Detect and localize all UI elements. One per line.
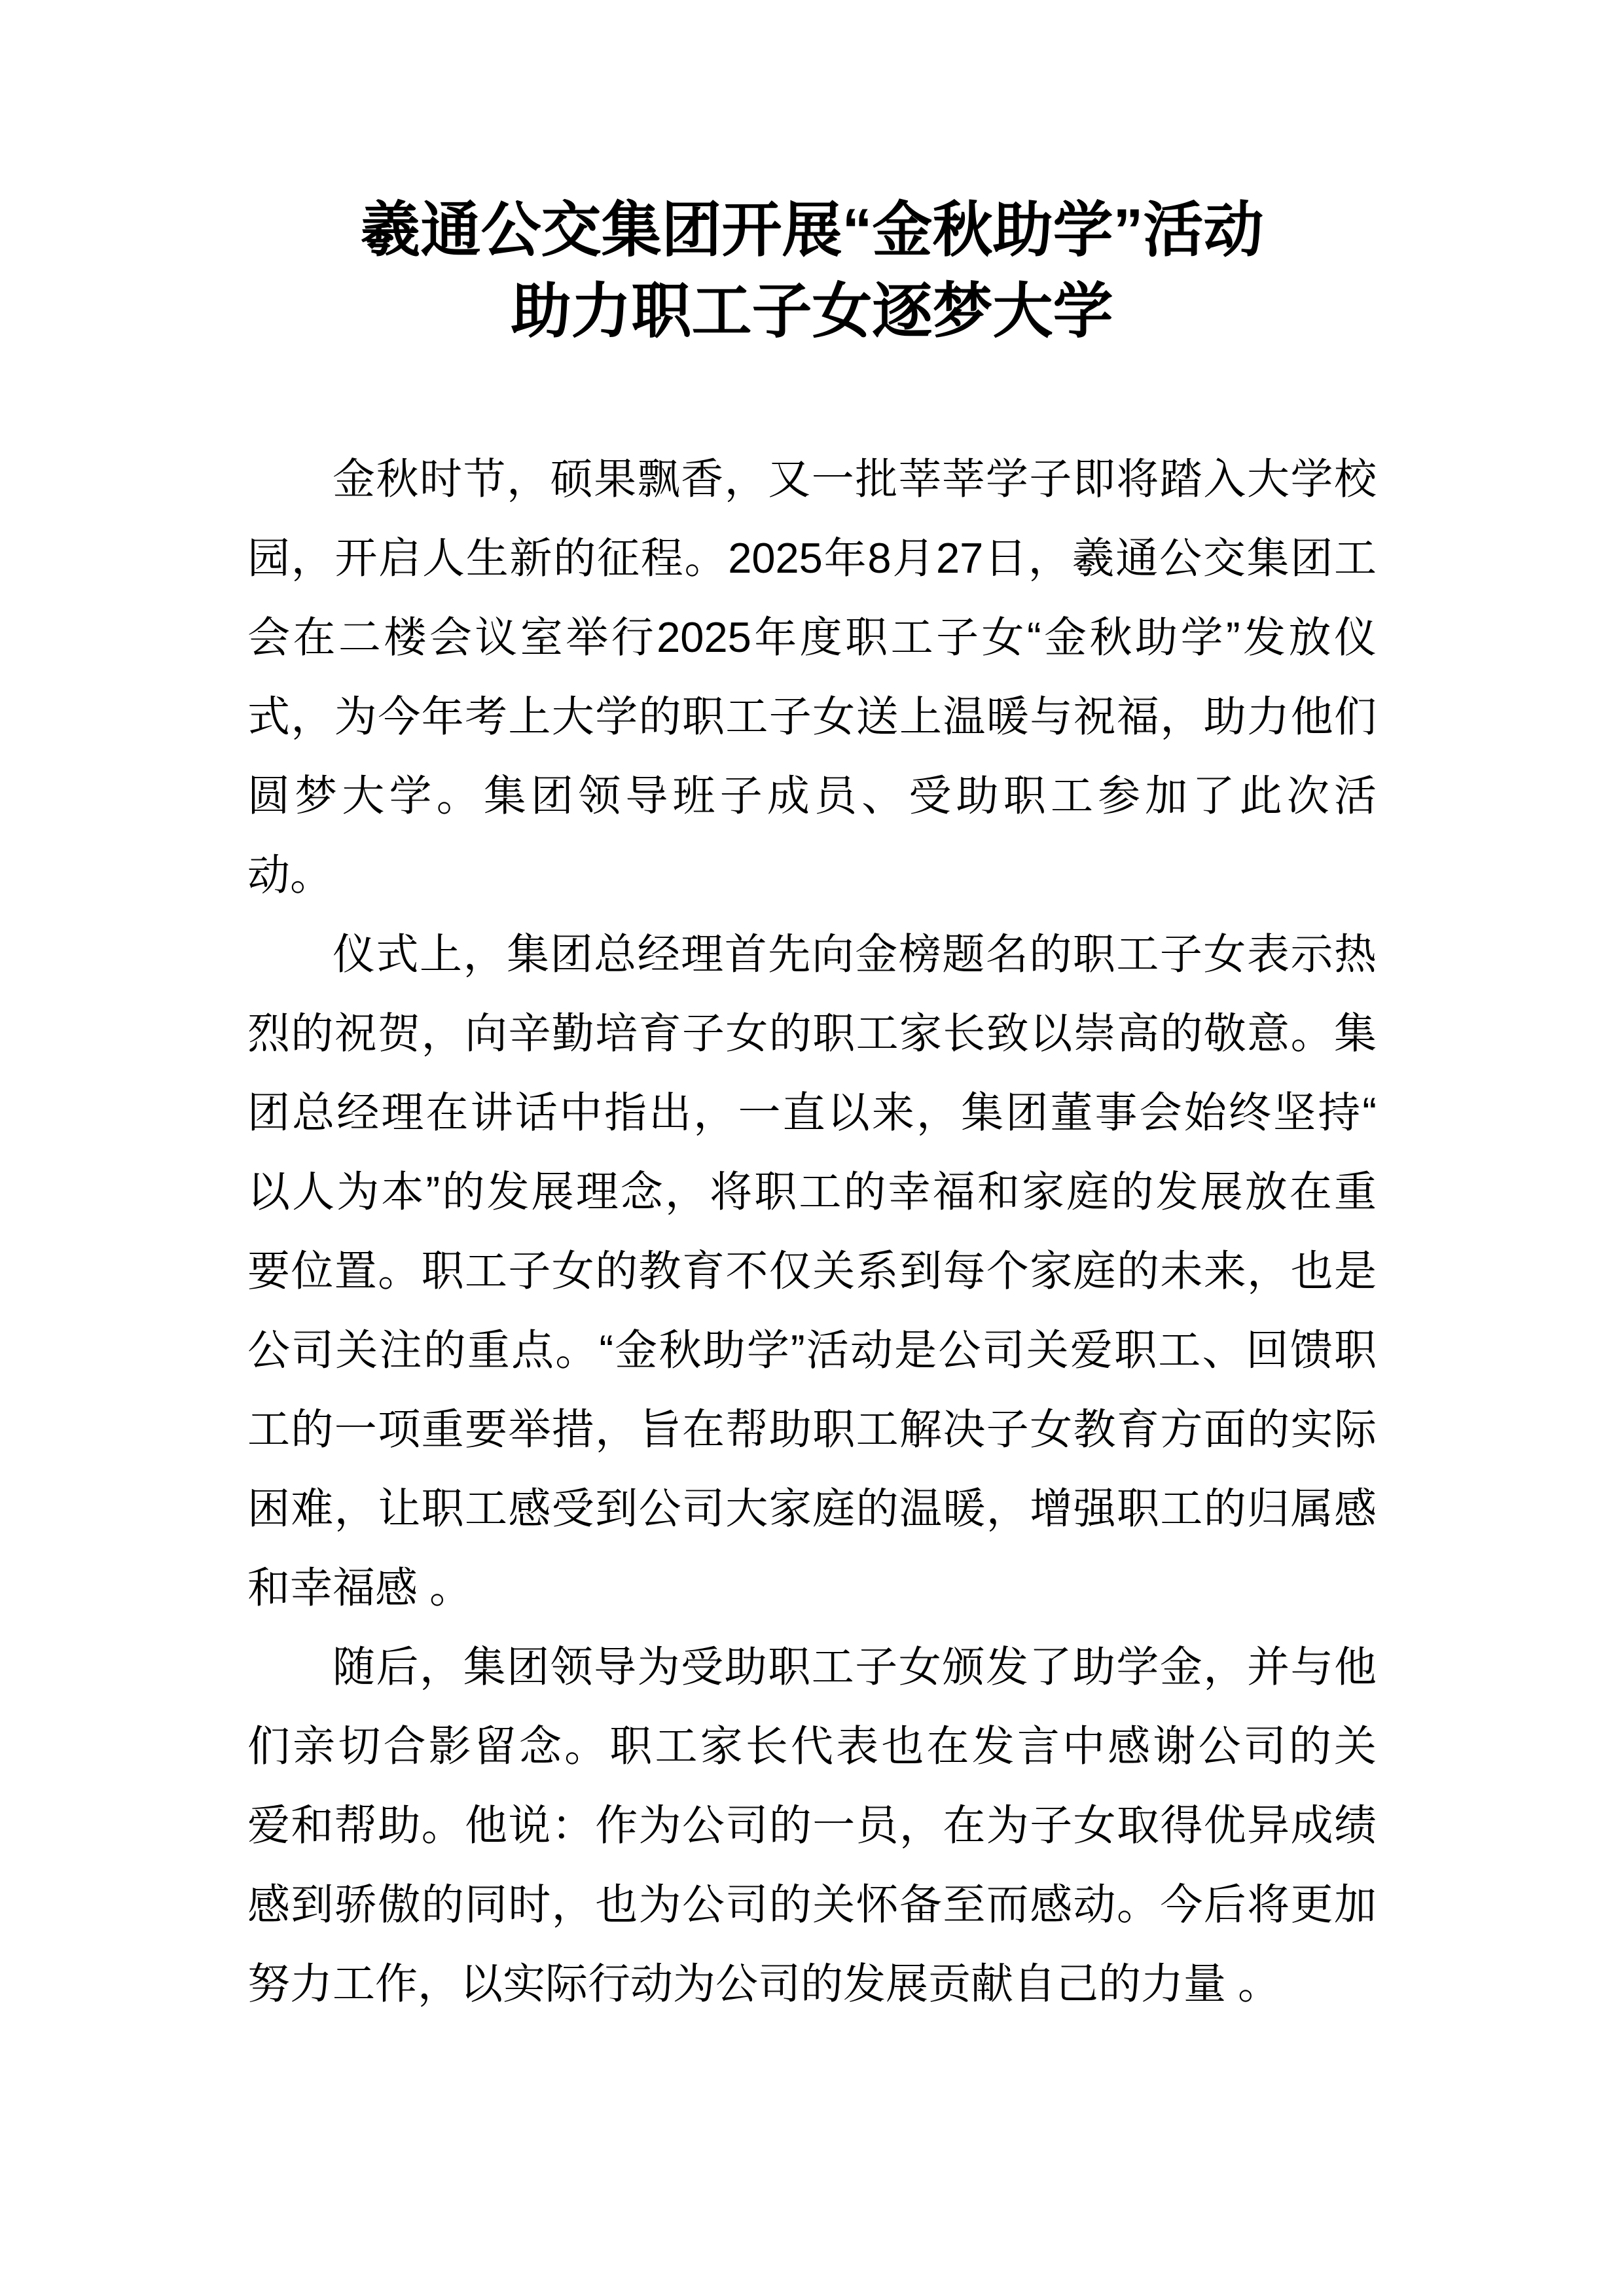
title-line-1: 羲通公交集团开展“金秋助学”活动 [360, 197, 1264, 264]
text-line: 公司关注的重点。“金秋助学”活动是公司关爱职工、回馈职 [247, 1326, 1377, 1374]
text-line: 努力工作，以实际行动为公司的发展贡献自己的力量 。 [247, 1960, 1281, 2007]
text-line: 以人为本”的发展理念，将职工的幸福和家庭的发展放在重 [247, 1168, 1377, 1215]
text-line: 金秋时节，硕果飘香，又一批莘莘学子即将踏入大学校 [333, 455, 1377, 503]
text-line: 式，为今年考上大学的职工子女送上温暖与祝福，助力他们 [247, 692, 1377, 740]
text-line: 困难，让职工感受到公司大家庭的温暖，增强职工的归属感 [247, 1484, 1377, 1532]
text-line: 烈的祝贺，向辛勤培育子女的职工家长致以崇高的敬意。集 [247, 1009, 1377, 1057]
paragraph [247, 1627, 1377, 2023]
text-line: 要位置。职工子女的教育不仅关系到每个家庭的未来，也是 [247, 1247, 1377, 1295]
text-line: 感到骄傲的同时，也为公司的关怀备至而感动。今后将更加 [247, 1880, 1377, 1928]
text-line: 随后，集团领导为受助职工子女颁发了助学金，并与他 [333, 1643, 1377, 1691]
document-title [247, 190, 1377, 352]
paragraph [247, 914, 1377, 1627]
text-line: 和幸福感 。 [247, 1564, 473, 1611]
title-line-2: 助力职工子女逐梦大学 [511, 278, 1113, 345]
text-line: 仪式上，集团总经理首先向金榜题名的职工子女表示热 [333, 930, 1377, 978]
text-line: 爱和帮助。他说：作为公司的一员，在为子女取得优异成绩 [247, 1801, 1377, 1849]
text-line: 工的一项重要举措，旨在帮助职工解决子女教育方面的实际 [247, 1405, 1377, 1453]
paragraph [247, 439, 1377, 914]
text-line: 团总经理在讲话中指出，一直以来，集团董事会始终坚持“ [247, 1088, 1377, 1136]
document-body [247, 439, 1377, 2023]
text-line: 会在二楼会议室举行2025年度职工子女“金秋助学”发放仪 [247, 613, 1377, 661]
text-line: 圆梦大学。集团领导班子成员、受助职工参加了此次活 [247, 772, 1377, 819]
text-line: 们亲切合影留念。职工家长代表也在发言中感谢公司的关 [247, 1722, 1377, 1770]
text-line: 园，开启人生新的征程。2025年8月27日，羲通公交集团工 [247, 534, 1377, 582]
text-line: 动。 [247, 851, 333, 899]
